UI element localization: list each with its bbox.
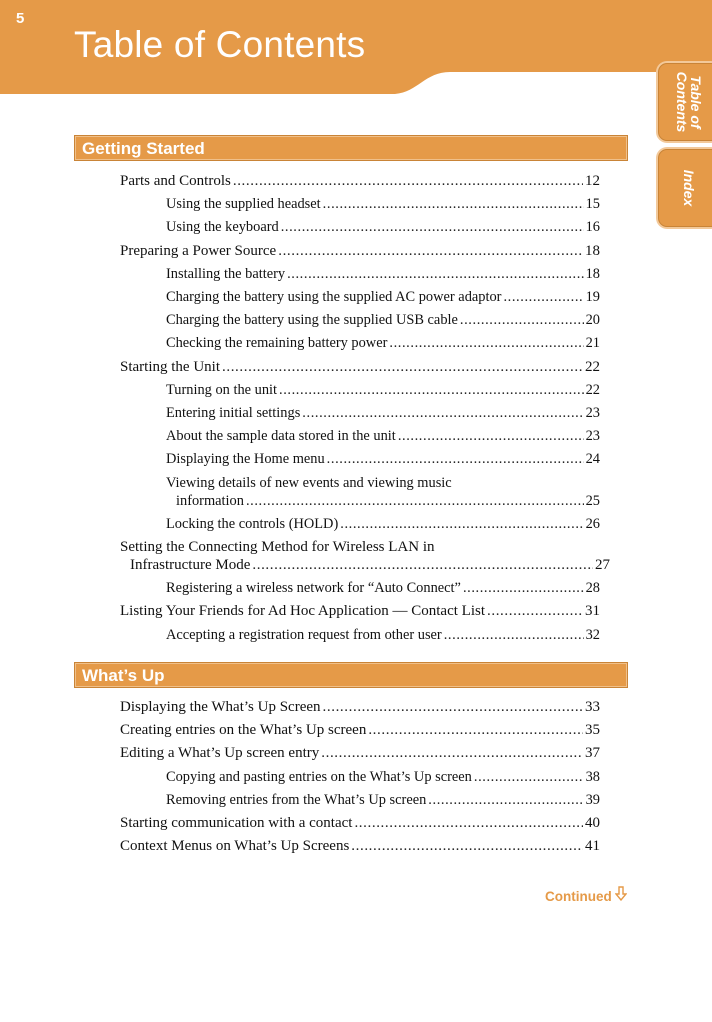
toc-subentry[interactable] <box>120 516 600 533</box>
dot-leader <box>323 196 584 213</box>
toc-entry[interactable] <box>120 603 600 620</box>
dot-leader <box>222 359 583 376</box>
dot-leader <box>323 699 583 716</box>
toc-entry-title: Using the keyboard <box>166 219 279 236</box>
down-arrow-icon <box>615 886 627 904</box>
page-number: 5 <box>16 10 25 27</box>
tab-label <box>675 72 703 133</box>
toc-entry-title: Displaying the Home menu <box>166 451 325 468</box>
toc-entry-title: Copying and pasting entries on the What’s Up screen <box>166 768 472 785</box>
toc-page-number: 23 <box>585 405 600 421</box>
toc-entry-title: Starting the Unit <box>120 358 220 375</box>
toc-entry-title: Using the supplied headset <box>166 196 321 213</box>
tab-index[interactable] <box>658 149 712 227</box>
toc-page-number: 33 <box>585 699 600 715</box>
toc-page-number: 19 <box>585 289 600 305</box>
toc-page-number: 39 <box>585 791 600 808</box>
toc-page-number: 27 <box>595 557 610 573</box>
toc-entry[interactable] <box>120 557 610 574</box>
toc-page-number: 18 <box>585 242 600 259</box>
toc-subentry[interactable] <box>120 792 600 809</box>
toc-entry-title: Installing the battery <box>166 265 286 282</box>
toc-page-number: 38 <box>585 768 600 785</box>
toc-subentry[interactable] <box>120 289 600 306</box>
dot-leader <box>340 516 583 533</box>
toc-entry-title: Locking the controls (HOLD) <box>166 515 339 532</box>
toc-entry-title: Registering a wireless network for “Auto Connect” <box>166 580 461 597</box>
dot-leader <box>463 580 584 597</box>
toc-page-number: 37 <box>585 745 600 762</box>
dot-leader <box>398 428 584 445</box>
toc-subentry[interactable] <box>120 405 600 422</box>
tab-table-of-contents[interactable] <box>658 63 712 141</box>
continued-indicator[interactable] <box>545 886 627 904</box>
toc-entry-title: Charging the battery using the supplied USB cable <box>166 312 458 329</box>
toc-page-number: 16 <box>585 219 600 236</box>
toc-subentry[interactable] <box>120 451 600 468</box>
section-heading-whats-up <box>74 662 628 688</box>
toc-subentry[interactable] <box>120 312 600 329</box>
dot-leader <box>281 219 584 236</box>
toc-entry-title: Editing a What’s Up screen entry <box>120 745 320 762</box>
dot-leader <box>279 382 584 399</box>
toc-entry-title: Infrastructure Mode <box>130 557 251 573</box>
toc-page-number: 24 <box>585 451 600 468</box>
toc-entry[interactable] <box>120 815 600 832</box>
toc-entry-title: Displaying the What’s Up Screen <box>120 699 321 715</box>
toc-page-number: 12 <box>585 173 600 189</box>
dot-leader <box>321 745 583 762</box>
toc-entry[interactable] <box>120 838 600 855</box>
toc-entry-title: Entering initial settings <box>166 405 301 421</box>
toc-entry-title: About the sample data stored in the unit <box>166 428 396 445</box>
toc-page-number: 28 <box>585 580 600 597</box>
toc-entry-line: Viewing details of new events and viewing music <box>166 474 452 491</box>
toc-subentry[interactable] <box>120 580 600 597</box>
dot-leader <box>351 838 583 855</box>
toc-entry[interactable] <box>120 359 600 376</box>
toc-subentry[interactable] <box>120 769 600 786</box>
toc-page-number: 35 <box>585 722 600 739</box>
toc-subentry[interactable] <box>120 627 600 644</box>
toc-subentry[interactable] <box>120 266 600 283</box>
dot-leader <box>278 243 583 260</box>
dot-leader <box>233 173 583 190</box>
dot-leader <box>327 451 584 468</box>
toc-page-number: 22 <box>585 358 600 375</box>
toc-page-number: 25 <box>585 492 600 509</box>
toc-page-number: 40 <box>585 815 600 831</box>
toc-entry-title: Parts and Controls <box>120 173 231 189</box>
toc-page-number: 21 <box>585 335 600 352</box>
continued-label: Continued <box>545 889 612 904</box>
toc-entry-title: Charging the battery using the supplied AC power adaptor <box>166 289 502 305</box>
toc-page-number: 18 <box>585 265 600 282</box>
dot-leader <box>302 405 583 422</box>
section-heading-getting-started <box>74 135 628 161</box>
dot-leader <box>460 312 584 329</box>
dot-leader <box>354 815 583 832</box>
toc-entry-title: Starting communication with a contact <box>120 815 353 831</box>
dot-leader <box>487 603 583 620</box>
toc-entry-title: Context Menus on What’s Up Screens <box>120 838 350 855</box>
page-title: Table of Contents <box>74 24 366 65</box>
toc-entry-title: Preparing a Power Source <box>120 242 277 259</box>
toc-page-number: 41 <box>585 838 600 855</box>
tab-label: Index <box>681 169 697 207</box>
toc-entry-title: Turning on the unit <box>166 381 278 398</box>
toc-entry[interactable] <box>120 243 600 260</box>
tab-label-line: Contents <box>674 71 690 133</box>
dot-leader <box>246 493 584 510</box>
toc-subentry[interactable] <box>120 219 600 236</box>
toc-entry-title: Listing Your Friends for Ad Hoc Application — Contact List <box>120 603 485 620</box>
tab-label-line: Table of <box>688 75 704 129</box>
toc-subentry[interactable] <box>120 196 600 213</box>
section-heading-text: What’s Up <box>82 666 165 685</box>
dot-leader <box>252 557 593 574</box>
toc-page-number: 26 <box>585 515 600 532</box>
dot-leader <box>474 769 584 786</box>
dot-leader <box>428 792 583 809</box>
toc-page-number: 20 <box>585 312 600 329</box>
toc-entry[interactable] <box>120 699 600 716</box>
toc-entry[interactable] <box>120 722 600 739</box>
toc-entry-line: Setting the Connecting Method for Wireless LAN in <box>120 539 435 555</box>
toc-entry[interactable] <box>120 745 600 762</box>
toc-page-number: 22 <box>585 381 600 398</box>
dot-leader <box>368 722 583 739</box>
toc-subentry[interactable] <box>120 493 600 510</box>
section-heading-text: Getting Started <box>82 139 205 158</box>
dot-leader <box>503 289 583 306</box>
toc-page-number: 15 <box>585 196 600 213</box>
toc-page-number: 32 <box>585 626 600 643</box>
toc-subentry[interactable] <box>120 335 600 352</box>
toc-entry[interactable] <box>120 173 600 190</box>
dot-leader <box>287 266 584 283</box>
toc-page-number: 31 <box>585 603 600 620</box>
toc-entry-title: Checking the remaining battery power <box>166 335 388 352</box>
toc-page-number: 23 <box>585 428 600 445</box>
toc-entry-title: Removing entries from the What’s Up screen <box>166 791 427 808</box>
toc-entry-title: information <box>176 492 244 509</box>
dot-leader <box>444 627 584 644</box>
toc-entry-title: Creating entries on the What’s Up screen <box>120 722 367 739</box>
toc-subentry[interactable] <box>120 428 600 445</box>
dot-leader <box>389 335 583 352</box>
toc-subentry[interactable] <box>120 382 600 399</box>
toc-entry-title: Accepting a registration request from other user <box>166 626 442 643</box>
